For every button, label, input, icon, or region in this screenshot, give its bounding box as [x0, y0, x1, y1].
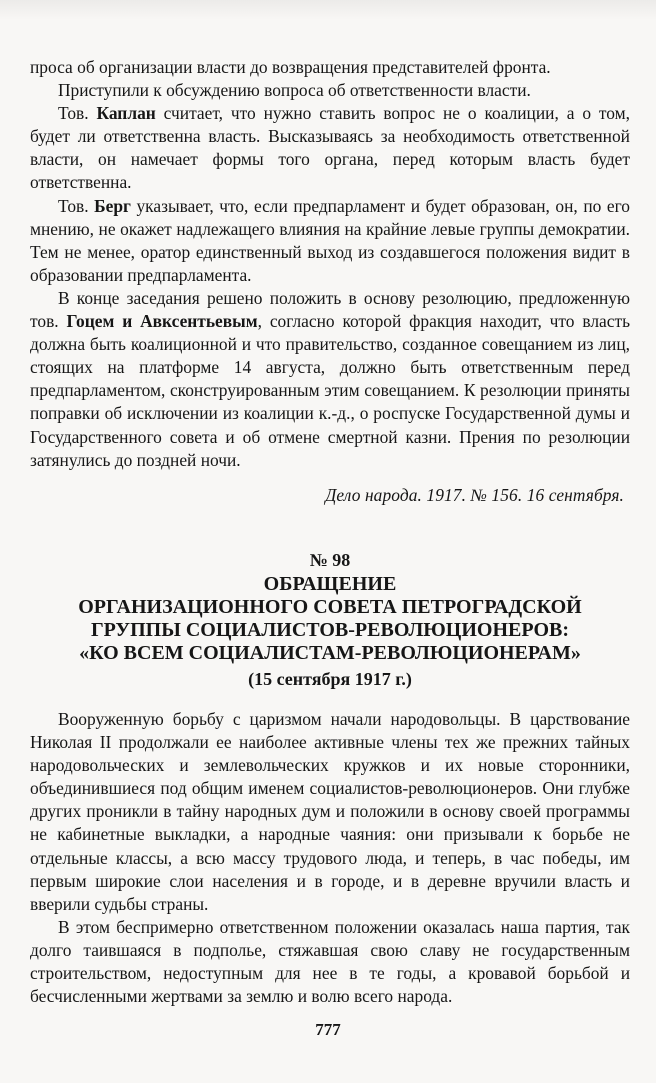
paragraph	[30, 195, 630, 287]
text-run: В этом беспримерно ответственном положении оказалась наша партия, так долго таившаяся в подполье, стяжавшая свою славу не государственным строительством, недоступным для нее в те годы, а кровавой борьбой и бесчисленными жертвами за землю и волю всего народа.	[30, 916, 630, 1007]
text-run: указывает, что, если предпарламент и будет образован, он, по его мнению, не окажет надлежащего влияния на крайние левые группы демократии. Тем не менее, оратор единственный выход из создавшегося положения видит в образовании предпарламента.	[30, 195, 630, 285]
paragraph	[30, 916, 630, 1008]
text-run: , согласно которой фракция находит, что власть должна быть коалиционной и что правительство, созданное совещанием из лиц, стоящих на платформе 14 августа, должно быть ответственным перед предпарламентом, сконструированным этим совещанием. К резолюции приняты поправки об исключении из коалиции к.-д., о роспуске Государственной думы и Государственного совета и об отмене смертной казни. Прения по резолюции затянулись до поздней ночи.	[30, 311, 631, 470]
title-line: ОБРАЩЕНИЕ	[263, 573, 397, 595]
paragraph	[30, 56, 630, 79]
body-text-top	[30, 56, 630, 472]
source-citation: Дело народа. 1917. № 156. 16 сентября.	[325, 485, 624, 505]
paragraph	[30, 287, 630, 472]
text-run: В конце заседания решено положить в основу резолюцию, предложенную тов.	[30, 287, 630, 332]
bold-name: Берг	[94, 195, 131, 216]
paragraph	[30, 708, 630, 916]
document-number: № 98	[309, 550, 351, 570]
bold-name: Гоцем и Авксентьевым	[66, 311, 258, 332]
text-run: Тов.	[58, 103, 97, 124]
body-text-bottom	[30, 708, 630, 1008]
bold-name: Каплан	[96, 103, 156, 124]
title-line: «КО ВСЕМ СОЦИАЛИСТАМ-РЕВОЛЮЦИОНЕРАМ»	[79, 642, 581, 664]
document-header	[30, 548, 630, 691]
text-run: проса об организации власти до возвращения представителей фронта.	[30, 57, 551, 77]
text-run: считает, что нужно ставить вопрос не о коалиции, а о том, будет ли ответственна власть. Высказываясь за необходимость ответственной власти, он намечает формы того органа, перед которым власть будет ответственна.	[30, 103, 630, 193]
page-edge-shadow	[0, 0, 656, 20]
text-run: Тов.	[58, 195, 95, 216]
text-run: Приступили к обсуждению вопроса об ответственности власти.	[58, 80, 531, 101]
paragraph	[30, 102, 630, 194]
document-title	[30, 573, 630, 665]
paragraph	[30, 79, 630, 102]
text-run: Вооруженную борьбу с царизмом начали народовольцы. В царствование Николая II продолжали ее наиболее активные члены тех же прежних тайных народовольческих и землевольческих кружков и их новые сторонники, объединившиеся под общим именем социалистов-революционеров. Они глубже других проникли в тайну народных дум и положили в основу своей программы не кабинетные выкладки, а народные чаяния: они призывали к борьбе не отдельные классы, а всю массу трудового люда, и теперь, в час победы, им первым широкие слои населения и в городе, и в деревне вручили власть и вверили судьбы страны.	[30, 709, 630, 914]
page-number: 777	[315, 1020, 341, 1039]
title-line: ГРУППЫ СОЦИАЛИСТОВ-РЕВОЛЮЦИОНЕРОВ:	[90, 619, 570, 641]
document-date: (15 сентября 1917 г.)	[248, 669, 412, 689]
title-line: ОРГАНИЗАЦИОННОГО СОВЕТА ПЕТРОГРАДСКОЙ	[78, 596, 582, 618]
